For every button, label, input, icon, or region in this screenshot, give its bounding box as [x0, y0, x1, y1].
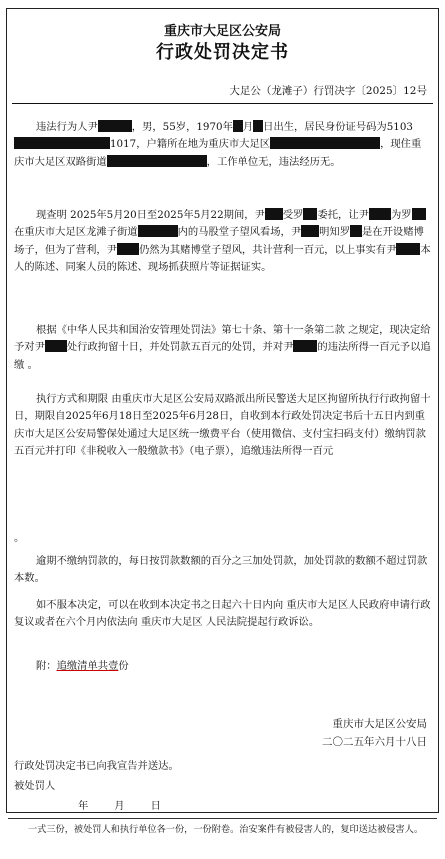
redaction-block: [117, 243, 139, 255]
redaction-block: [45, 340, 67, 352]
signing-agency: 重庆市大足区公安局: [332, 718, 427, 730]
redaction-block: [301, 225, 319, 237]
signing-date: 二〇二五年六月十八日: [322, 736, 427, 748]
execution-tail: 。: [14, 532, 25, 544]
attachment-line: 附：追缴清单共壹份: [36, 660, 129, 672]
redaction-block: [98, 120, 132, 132]
offender-paragraph: 违法行为人尹 ，男，55岁，1970年 月 日出生，居民身份证号码为51031017，户籍所在地为重庆市大足区 ，现住重庆市大足区双路街道 ，工作单位无，违法经历无。: [14, 121, 422, 168]
redaction-block: [332, 137, 380, 149]
execution-paragraph: 执行方式和期限 由重庆市大足区公安局双路派出所民警送大足区拘留所执行行政拘留十日，期限自2025年6月18日至2025年6月28日，自收到本行政处罚决定书后十五日内到重庆市大足区公安局警保处通过大足区统一缴费平台（使用微信、支付宝扫码支付）缴纳罚款五百元并打印《非税收入一般缴款书》（电子票），追缴违法所得一百元: [14, 393, 431, 458]
recipient-date-line: 年 月 日: [78, 800, 161, 812]
redaction-block: [14, 137, 110, 149]
recipient-label: 被处罚人: [14, 780, 56, 792]
redaction-block: [412, 208, 426, 220]
facts-paragraph: 现查明 2025年5月20日至2025年5月22期间，尹 受罗 委托，让尹 为罗在重庆市大足区龙滩子街道 内的马股堂子望风看场，尹 明知罗 是在开设赌博场子，但为了营利，尹 仍然为其赌博堂子望风，共计营利一百元，以上事实有尹 本人的陈述、同案人员的陈述、现场抓获照片等证据证实。: [14, 209, 431, 274]
redaction-block: [270, 137, 332, 149]
redaction-block: [138, 225, 178, 237]
redaction-block: [253, 120, 263, 132]
appeal-paragraph: 如不服本决定，可以在收到本决定书之日起六十日内向 重庆市大足区人民政府申请行政复议或者在六个月内依法向 重庆市大足区 人民法院提起行政诉讼。: [14, 599, 431, 629]
decision-paragraph: 根据《中华人民共和国治安管理处罚法》第七十条、第十一条第二款 之规定，现决定给予对尹 处行政拘留十日，并处罚款五百元的处罚，并对尹 的违法所得一百元予以追缴 。: [14, 324, 431, 371]
redaction-block: [350, 225, 362, 237]
document-title: 行政处罚决定书: [156, 42, 289, 63]
redaction-block: [265, 208, 283, 220]
redaction-block: [303, 208, 317, 220]
offender-surname: 尹: [87, 121, 98, 133]
late-payment-paragraph: 逾期不缴纳罚款的，每日按罚款数额的百分之三加处罚款，加处罚款的数额不超过罚款本数。: [14, 555, 428, 585]
footer-divider: [8, 818, 437, 819]
delivery-statement: 行政处罚决定书已向我宣告并送达。: [14, 760, 179, 772]
agency-heading: 重庆市大足区公安局: [163, 24, 281, 39]
redaction-block: [293, 340, 317, 352]
redaction-block: [107, 155, 207, 167]
redaction-block: [369, 208, 391, 220]
document-number: 大足公（龙滩子）行罚决字〔2025〕12号: [229, 85, 427, 97]
redaction-block: [396, 243, 420, 255]
header-divider: [12, 103, 433, 104]
footer-note: 一式三份，被处罚人和执行单位各一份，一份附卷。治安案件有被侵害人的，复印送达被侵害人。: [28, 824, 424, 835]
redaction-block: [233, 120, 243, 132]
